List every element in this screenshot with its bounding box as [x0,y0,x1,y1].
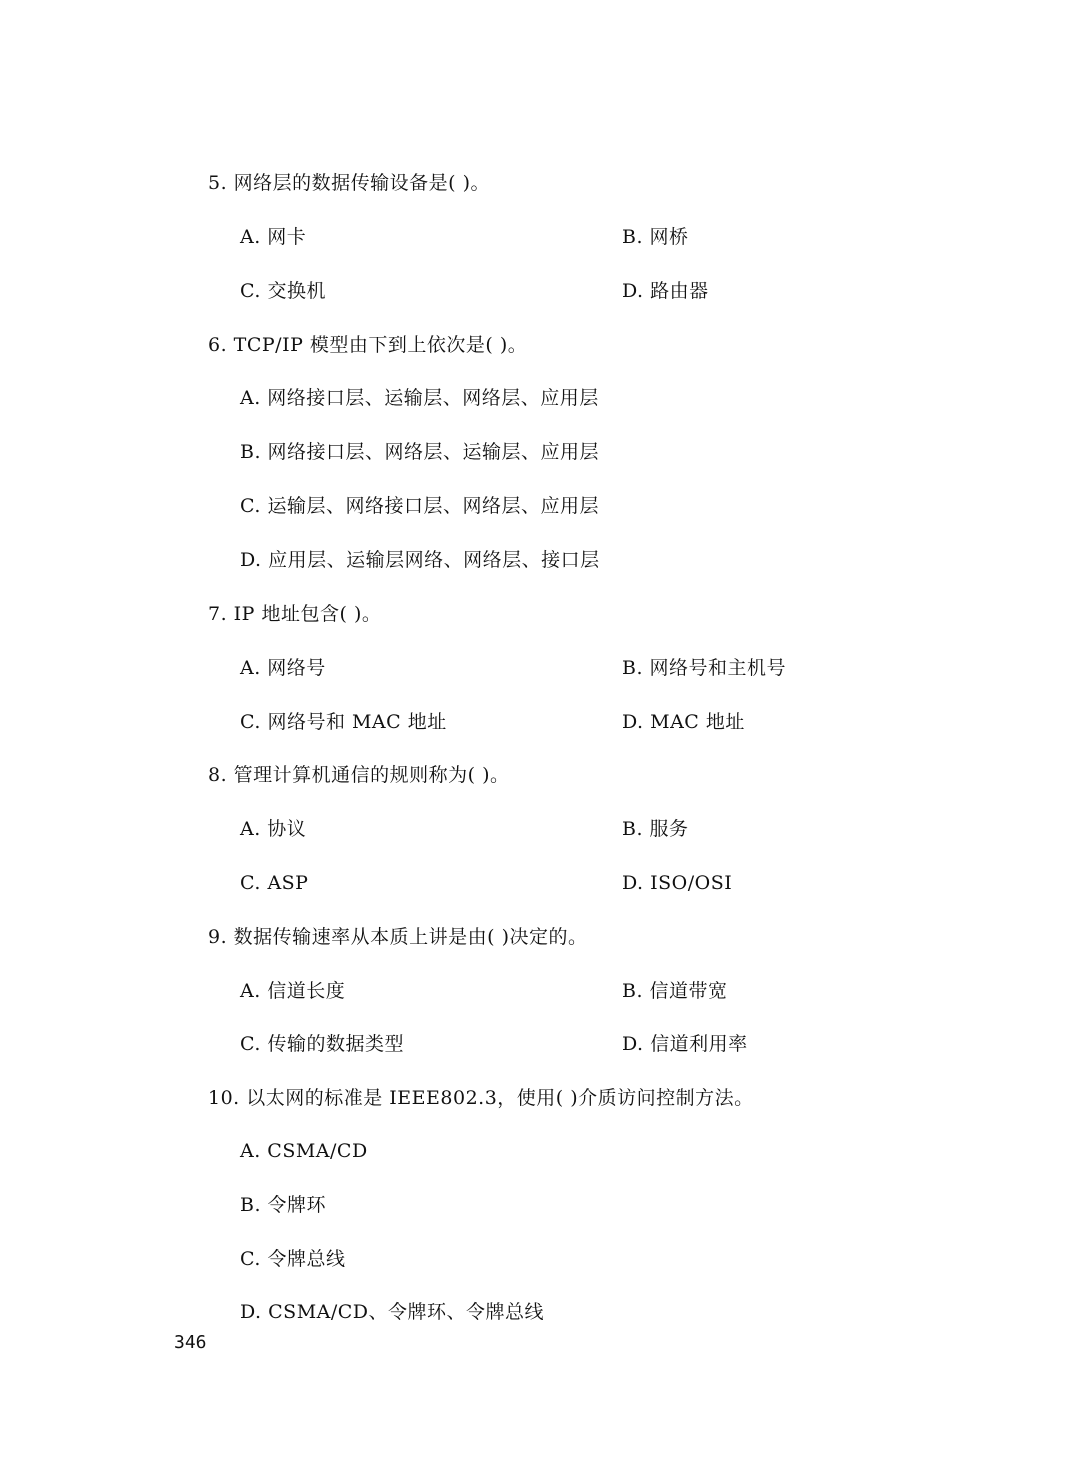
question-10-option-c: C. 令牌总线 [240,1248,346,1270]
question-10-stem: 10. 以太网的标准是 IEEE802.3，使用( )介质访问控制方法。 [208,1087,754,1109]
question-9-option-b: B. 信道带宽 [622,980,728,1002]
question-8-option-b: B. 服务 [622,818,689,840]
question-7-option-b: B. 网络号和主机号 [622,657,787,679]
question-5-option-a: A. 网卡 [240,226,307,248]
question-6-option-c: C. 运输层、网络接口层、网络层、应用层 [240,495,599,517]
question-5-option-c: C. 交换机 [240,280,326,302]
question-10-option-b: B. 令牌环 [240,1194,327,1216]
question-10-option-d: D. CSMA/CD、令牌环、令牌总线 [240,1301,545,1323]
question-6-option-b: B. 网络接口层、网络层、运输层、应用层 [240,441,600,463]
question-5-option-b: B. 网桥 [622,226,689,248]
question-8-option-a: A. 协议 [240,818,307,840]
question-6-option-a: A. 网络接口层、运输层、网络层、应用层 [240,387,599,409]
question-8-option-d: D. ISO/OSI [622,872,733,894]
question-10-option-a: A. CSMA/CD [240,1140,368,1162]
question-9-option-d: D. 信道利用率 [622,1033,748,1055]
question-9-option-a: A. 信道长度 [240,980,346,1002]
question-9-option-c: C. 传输的数据类型 [240,1033,404,1055]
question-7-option-c: C. 网络号和 MAC 地址 [240,711,447,733]
question-6-option-d: D. 应用层、运输层网络、网络层、接口层 [240,549,600,571]
question-7-option-a: A. 网络号 [240,657,326,679]
question-7-option-d: D. MAC 地址 [622,711,745,733]
question-8-option-c: C. ASP [240,872,309,894]
question-9-stem: 9. 数据传输速率从本质上讲是由( )决定的。 [208,926,588,948]
question-7-stem: 7. IP 地址包含( )。 [208,603,382,625]
question-6-stem: 6. TCP/IP 模型由下到上依次是( )。 [208,334,528,356]
question-8-stem: 8. 管理计算机通信的规则称为( )。 [208,764,510,786]
page-number: 346 [174,1332,207,1353]
question-5-option-d: D. 路由器 [622,280,709,302]
question-5-stem: 5. 网络层的数据传输设备是( )。 [208,172,491,194]
